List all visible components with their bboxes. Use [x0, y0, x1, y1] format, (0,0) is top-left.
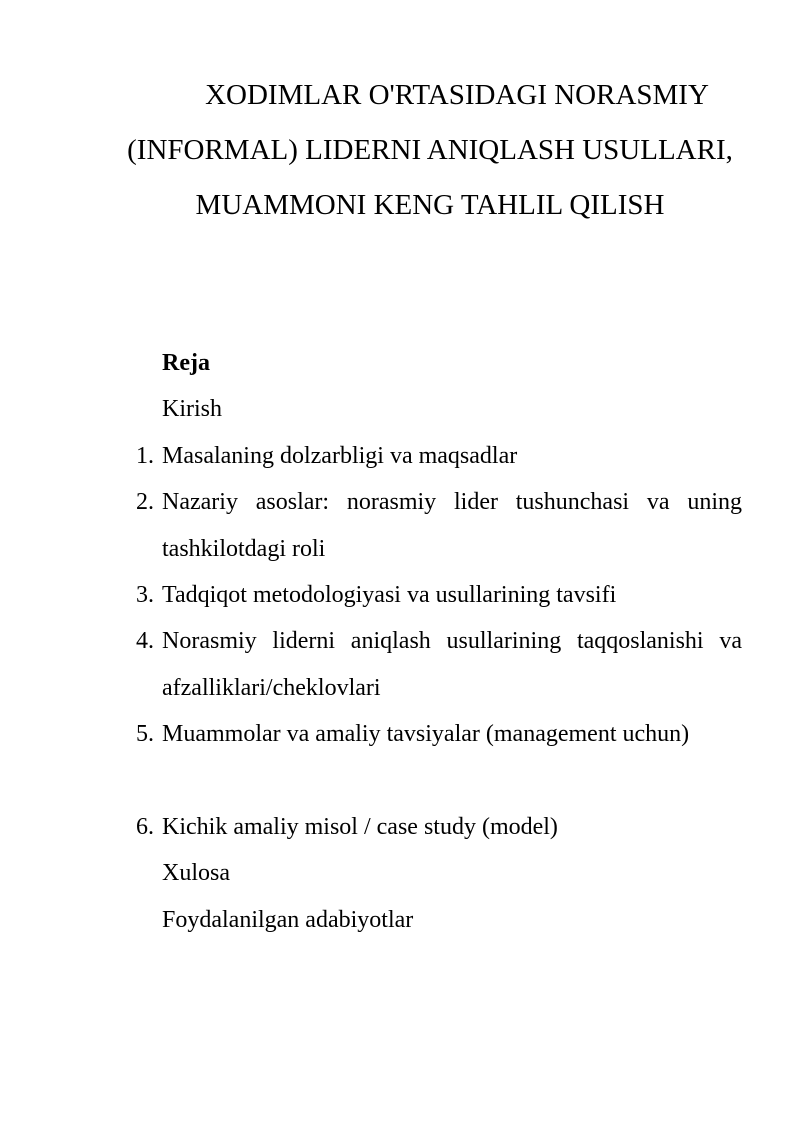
list-item-number: 5. — [136, 721, 154, 748]
list-item-number: 4. — [136, 628, 154, 655]
document-title: XODIMLAR O'RTASIDAGI NORASMIY (INFORMAL) LIDERNI ANIQLASH USULLARI, MUAMMONI KENG TAHLIL QILISH — [127, 79, 733, 221]
plan-conclusion: Xulosa — [162, 860, 230, 887]
list-item-number: 1. — [136, 442, 154, 469]
list-item-text: Kichik amaliy misol / case study (model) — [162, 814, 558, 840]
list-item-number: 6. — [136, 814, 154, 840]
list-item-number: 3. — [136, 582, 154, 608]
list-item-text: Nazariy asoslar: norasmiy lider tushunchasi va uning tashkilotdagi roli — [162, 489, 742, 562]
list-item-text: Masalaning dolzarbligi va maqsadlar — [162, 442, 518, 469]
list-item-text: Norasmiy liderni aniqlash usullarining taqqoslanishi va afzalliklari/cheklovlari — [162, 628, 742, 701]
list-item-text: Tadqiqot metodologiyasi va usullarining tavsifi — [162, 582, 617, 608]
plan-references: Foydalanilgan adabiyotlar — [162, 906, 414, 933]
list-item-text: Muammolar va amaliy tavsiyalar (management uchun) — [162, 721, 690, 748]
plan-intro: Kirish — [162, 396, 222, 423]
plan-heading: Reja — [162, 350, 210, 376]
list-item-number: 2. — [136, 489, 154, 516]
